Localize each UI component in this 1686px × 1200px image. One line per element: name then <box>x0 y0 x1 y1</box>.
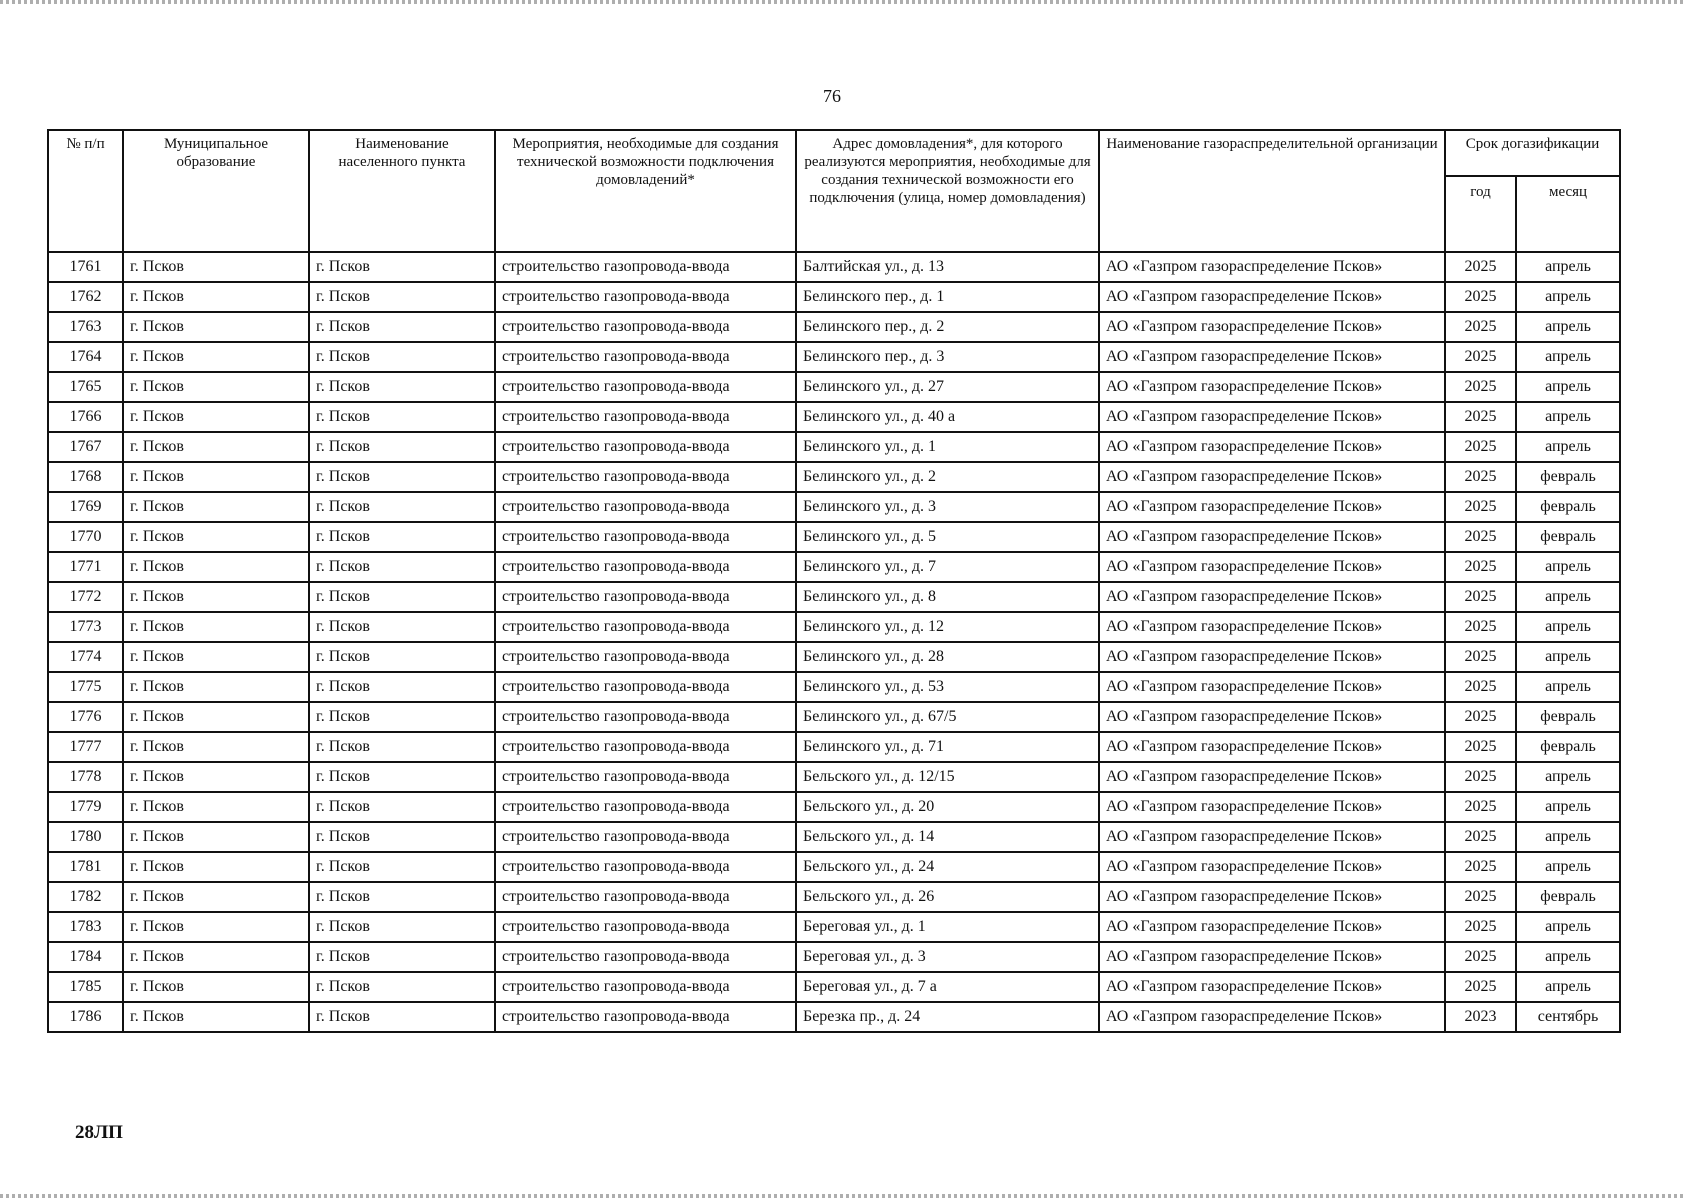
cell-year: 2025 <box>1445 372 1516 402</box>
table-row <box>48 402 1620 432</box>
cell-organization: АО «Газпром газораспределение Псков» <box>1099 912 1445 942</box>
cell-settlement: г. Псков <box>309 612 495 642</box>
cell-municipality: г. Псков <box>123 492 309 522</box>
cell-organization: АО «Газпром газораспределение Псков» <box>1099 942 1445 972</box>
cell-num: 1782 <box>48 882 123 912</box>
cell-settlement: г. Псков <box>309 702 495 732</box>
cell-organization: АО «Газпром газораспределение Псков» <box>1099 252 1445 282</box>
cell-address: Белинского пер., д. 3 <box>796 342 1099 372</box>
table-row <box>48 942 1620 972</box>
cell-month: февраль <box>1516 732 1620 762</box>
cell-year: 2025 <box>1445 882 1516 912</box>
cell-year: 2025 <box>1445 672 1516 702</box>
cell-settlement: г. Псков <box>309 552 495 582</box>
cell-settlement: г. Псков <box>309 402 495 432</box>
cell-municipality: г. Псков <box>123 582 309 612</box>
cell-settlement: г. Псков <box>309 522 495 552</box>
cell-num: 1768 <box>48 462 123 492</box>
cell-organization: АО «Газпром газораспределение Псков» <box>1099 762 1445 792</box>
cell-year: 2025 <box>1445 282 1516 312</box>
cell-measure: строительство газопровода-ввода <box>495 822 796 852</box>
scan-edge-bottom <box>0 1194 1686 1198</box>
header-month: месяц <box>1516 176 1620 252</box>
table-row <box>48 762 1620 792</box>
cell-municipality: г. Псков <box>123 1002 309 1032</box>
cell-settlement: г. Псков <box>309 312 495 342</box>
cell-year: 2025 <box>1445 732 1516 762</box>
cell-month: апрель <box>1516 792 1620 822</box>
cell-year: 2025 <box>1445 822 1516 852</box>
cell-measure: строительство газопровода-ввода <box>495 942 796 972</box>
cell-month: апрель <box>1516 852 1620 882</box>
cell-municipality: г. Псков <box>123 282 309 312</box>
cell-month: сентябрь <box>1516 1002 1620 1032</box>
cell-num: 1784 <box>48 942 123 972</box>
cell-month: апрель <box>1516 252 1620 282</box>
footer-code: 28ЛП <box>75 1122 123 1143</box>
cell-address: Березка пр., д. 24 <box>796 1002 1099 1032</box>
cell-measure: строительство газопровода-ввода <box>495 792 796 822</box>
header-address: Адрес домовладения*, для которого реализуются мероприятия, необходимые для создания технической возможности его подключения (улица, номер домовладения) <box>796 130 1099 252</box>
cell-measure: строительство газопровода-ввода <box>495 762 796 792</box>
cell-num: 1761 <box>48 252 123 282</box>
cell-measure: строительство газопровода-ввода <box>495 522 796 552</box>
cell-organization: АО «Газпром газораспределение Псков» <box>1099 732 1445 762</box>
cell-address: Белинского ул., д. 53 <box>796 672 1099 702</box>
cell-measure: строительство газопровода-ввода <box>495 732 796 762</box>
cell-municipality: г. Псков <box>123 432 309 462</box>
cell-municipality: г. Псков <box>123 372 309 402</box>
cell-organization: АО «Газпром газораспределение Псков» <box>1099 372 1445 402</box>
cell-year: 2023 <box>1445 1002 1516 1032</box>
cell-month: апрель <box>1516 372 1620 402</box>
cell-measure: строительство газопровода-ввода <box>495 432 796 462</box>
cell-num: 1773 <box>48 612 123 642</box>
cell-address: Белинского ул., д. 1 <box>796 432 1099 462</box>
cell-num: 1777 <box>48 732 123 762</box>
cell-address: Белинского ул., д. 8 <box>796 582 1099 612</box>
cell-month: апрель <box>1516 942 1620 972</box>
gasification-table <box>47 129 1621 1033</box>
cell-num: 1775 <box>48 672 123 702</box>
header-num: № п/п <box>48 130 123 252</box>
cell-month: апрель <box>1516 672 1620 702</box>
cell-year: 2025 <box>1445 522 1516 552</box>
cell-year: 2025 <box>1445 852 1516 882</box>
header-municipality: Муниципальное образование <box>123 130 309 252</box>
table-row <box>48 852 1620 882</box>
cell-municipality: г. Псков <box>123 402 309 432</box>
cell-num: 1785 <box>48 972 123 1002</box>
cell-year: 2025 <box>1445 612 1516 642</box>
cell-year: 2025 <box>1445 402 1516 432</box>
cell-month: апрель <box>1516 312 1620 342</box>
cell-settlement: г. Псков <box>309 882 495 912</box>
cell-municipality: г. Псков <box>123 882 309 912</box>
cell-measure: строительство газопровода-ввода <box>495 912 796 942</box>
cell-measure: строительство газопровода-ввода <box>495 1002 796 1032</box>
cell-address: Белинского пер., д. 1 <box>796 282 1099 312</box>
cell-num: 1767 <box>48 432 123 462</box>
cell-measure: строительство газопровода-ввода <box>495 342 796 372</box>
table-row <box>48 912 1620 942</box>
cell-num: 1770 <box>48 522 123 552</box>
cell-month: апрель <box>1516 822 1620 852</box>
cell-measure: строительство газопровода-ввода <box>495 492 796 522</box>
cell-municipality: г. Псков <box>123 792 309 822</box>
cell-municipality: г. Псков <box>123 972 309 1002</box>
cell-address: Белинского ул., д. 28 <box>796 642 1099 672</box>
cell-num: 1769 <box>48 492 123 522</box>
cell-year: 2025 <box>1445 252 1516 282</box>
table-row <box>48 972 1620 1002</box>
cell-address: Белинского ул., д. 40 а <box>796 402 1099 432</box>
cell-organization: АО «Газпром газораспределение Псков» <box>1099 792 1445 822</box>
table-row <box>48 702 1620 732</box>
cell-municipality: г. Псков <box>123 762 309 792</box>
cell-measure: строительство газопровода-ввода <box>495 672 796 702</box>
cell-num: 1766 <box>48 402 123 432</box>
cell-num: 1778 <box>48 762 123 792</box>
table-row <box>48 492 1620 522</box>
header-settlement: Наименование населенного пункта <box>309 130 495 252</box>
cell-organization: АО «Газпром газораспределение Псков» <box>1099 492 1445 522</box>
cell-municipality: г. Псков <box>123 522 309 552</box>
table-body <box>48 252 1620 1032</box>
cell-num: 1771 <box>48 552 123 582</box>
cell-num: 1776 <box>48 702 123 732</box>
cell-address: Береговая ул., д. 1 <box>796 912 1099 942</box>
cell-settlement: г. Псков <box>309 492 495 522</box>
cell-organization: АО «Газпром газораспределение Псков» <box>1099 342 1445 372</box>
cell-address: Бельского ул., д. 20 <box>796 792 1099 822</box>
cell-measure: строительство газопровода-ввода <box>495 582 796 612</box>
header-organization: Наименование газораспределительной организации <box>1099 130 1445 252</box>
cell-num: 1783 <box>48 912 123 942</box>
cell-organization: АО «Газпром газораспределение Псков» <box>1099 702 1445 732</box>
cell-month: апрель <box>1516 582 1620 612</box>
cell-num: 1764 <box>48 342 123 372</box>
cell-measure: строительство газопровода-ввода <box>495 252 796 282</box>
cell-measure: строительство газопровода-ввода <box>495 312 796 342</box>
table-row <box>48 792 1620 822</box>
table-row <box>48 882 1620 912</box>
scan-edge-top <box>0 0 1686 4</box>
cell-address: Белинского ул., д. 7 <box>796 552 1099 582</box>
cell-num: 1763 <box>48 312 123 342</box>
cell-year: 2025 <box>1445 642 1516 672</box>
cell-address: Береговая ул., д. 3 <box>796 942 1099 972</box>
cell-settlement: г. Псков <box>309 852 495 882</box>
cell-address: Белинского ул., д. 71 <box>796 732 1099 762</box>
cell-year: 2025 <box>1445 972 1516 1002</box>
cell-organization: АО «Газпром газораспределение Псков» <box>1099 882 1445 912</box>
cell-settlement: г. Псков <box>309 462 495 492</box>
cell-num: 1780 <box>48 822 123 852</box>
cell-organization: АО «Газпром газораспределение Псков» <box>1099 612 1445 642</box>
cell-year: 2025 <box>1445 912 1516 942</box>
table-row <box>48 732 1620 762</box>
cell-municipality: г. Псков <box>123 912 309 942</box>
header-year: год <box>1445 176 1516 252</box>
cell-municipality: г. Псков <box>123 642 309 672</box>
table-row <box>48 462 1620 492</box>
cell-settlement: г. Псков <box>309 582 495 612</box>
cell-num: 1779 <box>48 792 123 822</box>
table-row <box>48 372 1620 402</box>
table-row <box>48 342 1620 372</box>
cell-measure: строительство газопровода-ввода <box>495 612 796 642</box>
table-row <box>48 432 1620 462</box>
cell-municipality: г. Псков <box>123 702 309 732</box>
cell-num: 1786 <box>48 1002 123 1032</box>
cell-month: апрель <box>1516 402 1620 432</box>
cell-organization: АО «Газпром газораспределение Псков» <box>1099 402 1445 432</box>
cell-address: Береговая ул., д. 7 а <box>796 972 1099 1002</box>
cell-municipality: г. Псков <box>123 552 309 582</box>
cell-month: апрель <box>1516 342 1620 372</box>
cell-organization: АО «Газпром газораспределение Псков» <box>1099 432 1445 462</box>
cell-organization: АО «Газпром газораспределение Псков» <box>1099 552 1445 582</box>
cell-measure: строительство газопровода-ввода <box>495 852 796 882</box>
cell-address: Белинского ул., д. 67/5 <box>796 702 1099 732</box>
cell-num: 1781 <box>48 852 123 882</box>
cell-settlement: г. Псков <box>309 732 495 762</box>
cell-measure: строительство газопровода-ввода <box>495 972 796 1002</box>
cell-address: Бельского ул., д. 12/15 <box>796 762 1099 792</box>
cell-month: апрель <box>1516 432 1620 462</box>
cell-organization: АО «Газпром газораспределение Псков» <box>1099 822 1445 852</box>
cell-measure: строительство газопровода-ввода <box>495 552 796 582</box>
cell-municipality: г. Псков <box>123 732 309 762</box>
cell-municipality: г. Псков <box>123 672 309 702</box>
cell-address: Бельского ул., д. 14 <box>796 822 1099 852</box>
header-measures: Мероприятия, необходимые для создания технической возможности подключения домовладений* <box>495 130 796 252</box>
cell-organization: АО «Газпром газораспределение Псков» <box>1099 972 1445 1002</box>
header-deadline: Срок догазификации <box>1445 130 1620 176</box>
cell-settlement: г. Псков <box>309 372 495 402</box>
cell-month: апрель <box>1516 972 1620 1002</box>
page-number: 76 <box>823 86 841 106</box>
cell-year: 2025 <box>1445 762 1516 792</box>
table-row <box>48 582 1620 612</box>
cell-measure: строительство газопровода-ввода <box>495 402 796 432</box>
cell-year: 2025 <box>1445 342 1516 372</box>
cell-year: 2025 <box>1445 462 1516 492</box>
cell-year: 2025 <box>1445 942 1516 972</box>
cell-settlement: г. Псков <box>309 972 495 1002</box>
cell-address: Бельского ул., д. 26 <box>796 882 1099 912</box>
cell-month: февраль <box>1516 702 1620 732</box>
cell-organization: АО «Газпром газораспределение Псков» <box>1099 282 1445 312</box>
cell-settlement: г. Псков <box>309 642 495 672</box>
table-row <box>48 822 1620 852</box>
cell-municipality: г. Псков <box>123 252 309 282</box>
cell-settlement: г. Псков <box>309 792 495 822</box>
cell-year: 2025 <box>1445 702 1516 732</box>
cell-num: 1765 <box>48 372 123 402</box>
cell-measure: строительство газопровода-ввода <box>495 882 796 912</box>
cell-municipality: г. Псков <box>123 822 309 852</box>
cell-month: февраль <box>1516 492 1620 522</box>
cell-settlement: г. Псков <box>309 822 495 852</box>
cell-organization: АО «Газпром газораспределение Псков» <box>1099 582 1445 612</box>
cell-month: апрель <box>1516 612 1620 642</box>
cell-year: 2025 <box>1445 432 1516 462</box>
table-row <box>48 312 1620 342</box>
cell-settlement: г. Псков <box>309 282 495 312</box>
cell-measure: строительство газопровода-ввода <box>495 372 796 402</box>
cell-organization: АО «Газпром газораспределение Псков» <box>1099 522 1445 552</box>
cell-settlement: г. Псков <box>309 912 495 942</box>
cell-organization: АО «Газпром газораспределение Псков» <box>1099 312 1445 342</box>
table-row <box>48 282 1620 312</box>
cell-address: Белинского ул., д. 12 <box>796 612 1099 642</box>
cell-year: 2025 <box>1445 552 1516 582</box>
cell-month: февраль <box>1516 462 1620 492</box>
cell-month: апрель <box>1516 552 1620 582</box>
cell-settlement: г. Псков <box>309 1002 495 1032</box>
cell-address: Белинского ул., д. 5 <box>796 522 1099 552</box>
cell-settlement: г. Псков <box>309 432 495 462</box>
table-row <box>48 1002 1620 1032</box>
cell-settlement: г. Псков <box>309 942 495 972</box>
table-row <box>48 252 1620 282</box>
cell-month: февраль <box>1516 522 1620 552</box>
cell-month: апрель <box>1516 642 1620 672</box>
cell-organization: АО «Газпром газораспределение Псков» <box>1099 462 1445 492</box>
cell-measure: строительство газопровода-ввода <box>495 462 796 492</box>
cell-year: 2025 <box>1445 582 1516 612</box>
cell-municipality: г. Псков <box>123 462 309 492</box>
cell-address: Белинского ул., д. 2 <box>796 462 1099 492</box>
cell-settlement: г. Псков <box>309 762 495 792</box>
table-row <box>48 612 1620 642</box>
table-row <box>48 672 1620 702</box>
cell-month: апрель <box>1516 912 1620 942</box>
cell-year: 2025 <box>1445 492 1516 522</box>
cell-settlement: г. Псков <box>309 342 495 372</box>
cell-measure: строительство газопровода-ввода <box>495 282 796 312</box>
cell-month: апрель <box>1516 282 1620 312</box>
cell-month: апрель <box>1516 762 1620 792</box>
cell-organization: АО «Газпром газораспределение Псков» <box>1099 852 1445 882</box>
cell-settlement: г. Псков <box>309 672 495 702</box>
cell-address: Белинского пер., д. 2 <box>796 312 1099 342</box>
cell-num: 1762 <box>48 282 123 312</box>
cell-organization: АО «Газпром газораспределение Псков» <box>1099 672 1445 702</box>
cell-num: 1772 <box>48 582 123 612</box>
cell-municipality: г. Псков <box>123 312 309 342</box>
table-row <box>48 552 1620 582</box>
cell-address: Бельского ул., д. 24 <box>796 852 1099 882</box>
cell-municipality: г. Псков <box>123 852 309 882</box>
cell-num: 1774 <box>48 642 123 672</box>
table-row <box>48 522 1620 552</box>
cell-organization: АО «Газпром газораспределение Псков» <box>1099 1002 1445 1032</box>
cell-address: Белинского ул., д. 27 <box>796 372 1099 402</box>
cell-address: Балтийская ул., д. 13 <box>796 252 1099 282</box>
cell-organization: АО «Газпром газораспределение Псков» <box>1099 642 1445 672</box>
cell-month: февраль <box>1516 882 1620 912</box>
cell-address: Белинского ул., д. 3 <box>796 492 1099 522</box>
table-row <box>48 642 1620 672</box>
cell-settlement: г. Псков <box>309 252 495 282</box>
cell-municipality: г. Псков <box>123 942 309 972</box>
cell-municipality: г. Псков <box>123 612 309 642</box>
cell-measure: строительство газопровода-ввода <box>495 702 796 732</box>
cell-municipality: г. Псков <box>123 342 309 372</box>
cell-measure: строительство газопровода-ввода <box>495 642 796 672</box>
cell-year: 2025 <box>1445 312 1516 342</box>
cell-year: 2025 <box>1445 792 1516 822</box>
